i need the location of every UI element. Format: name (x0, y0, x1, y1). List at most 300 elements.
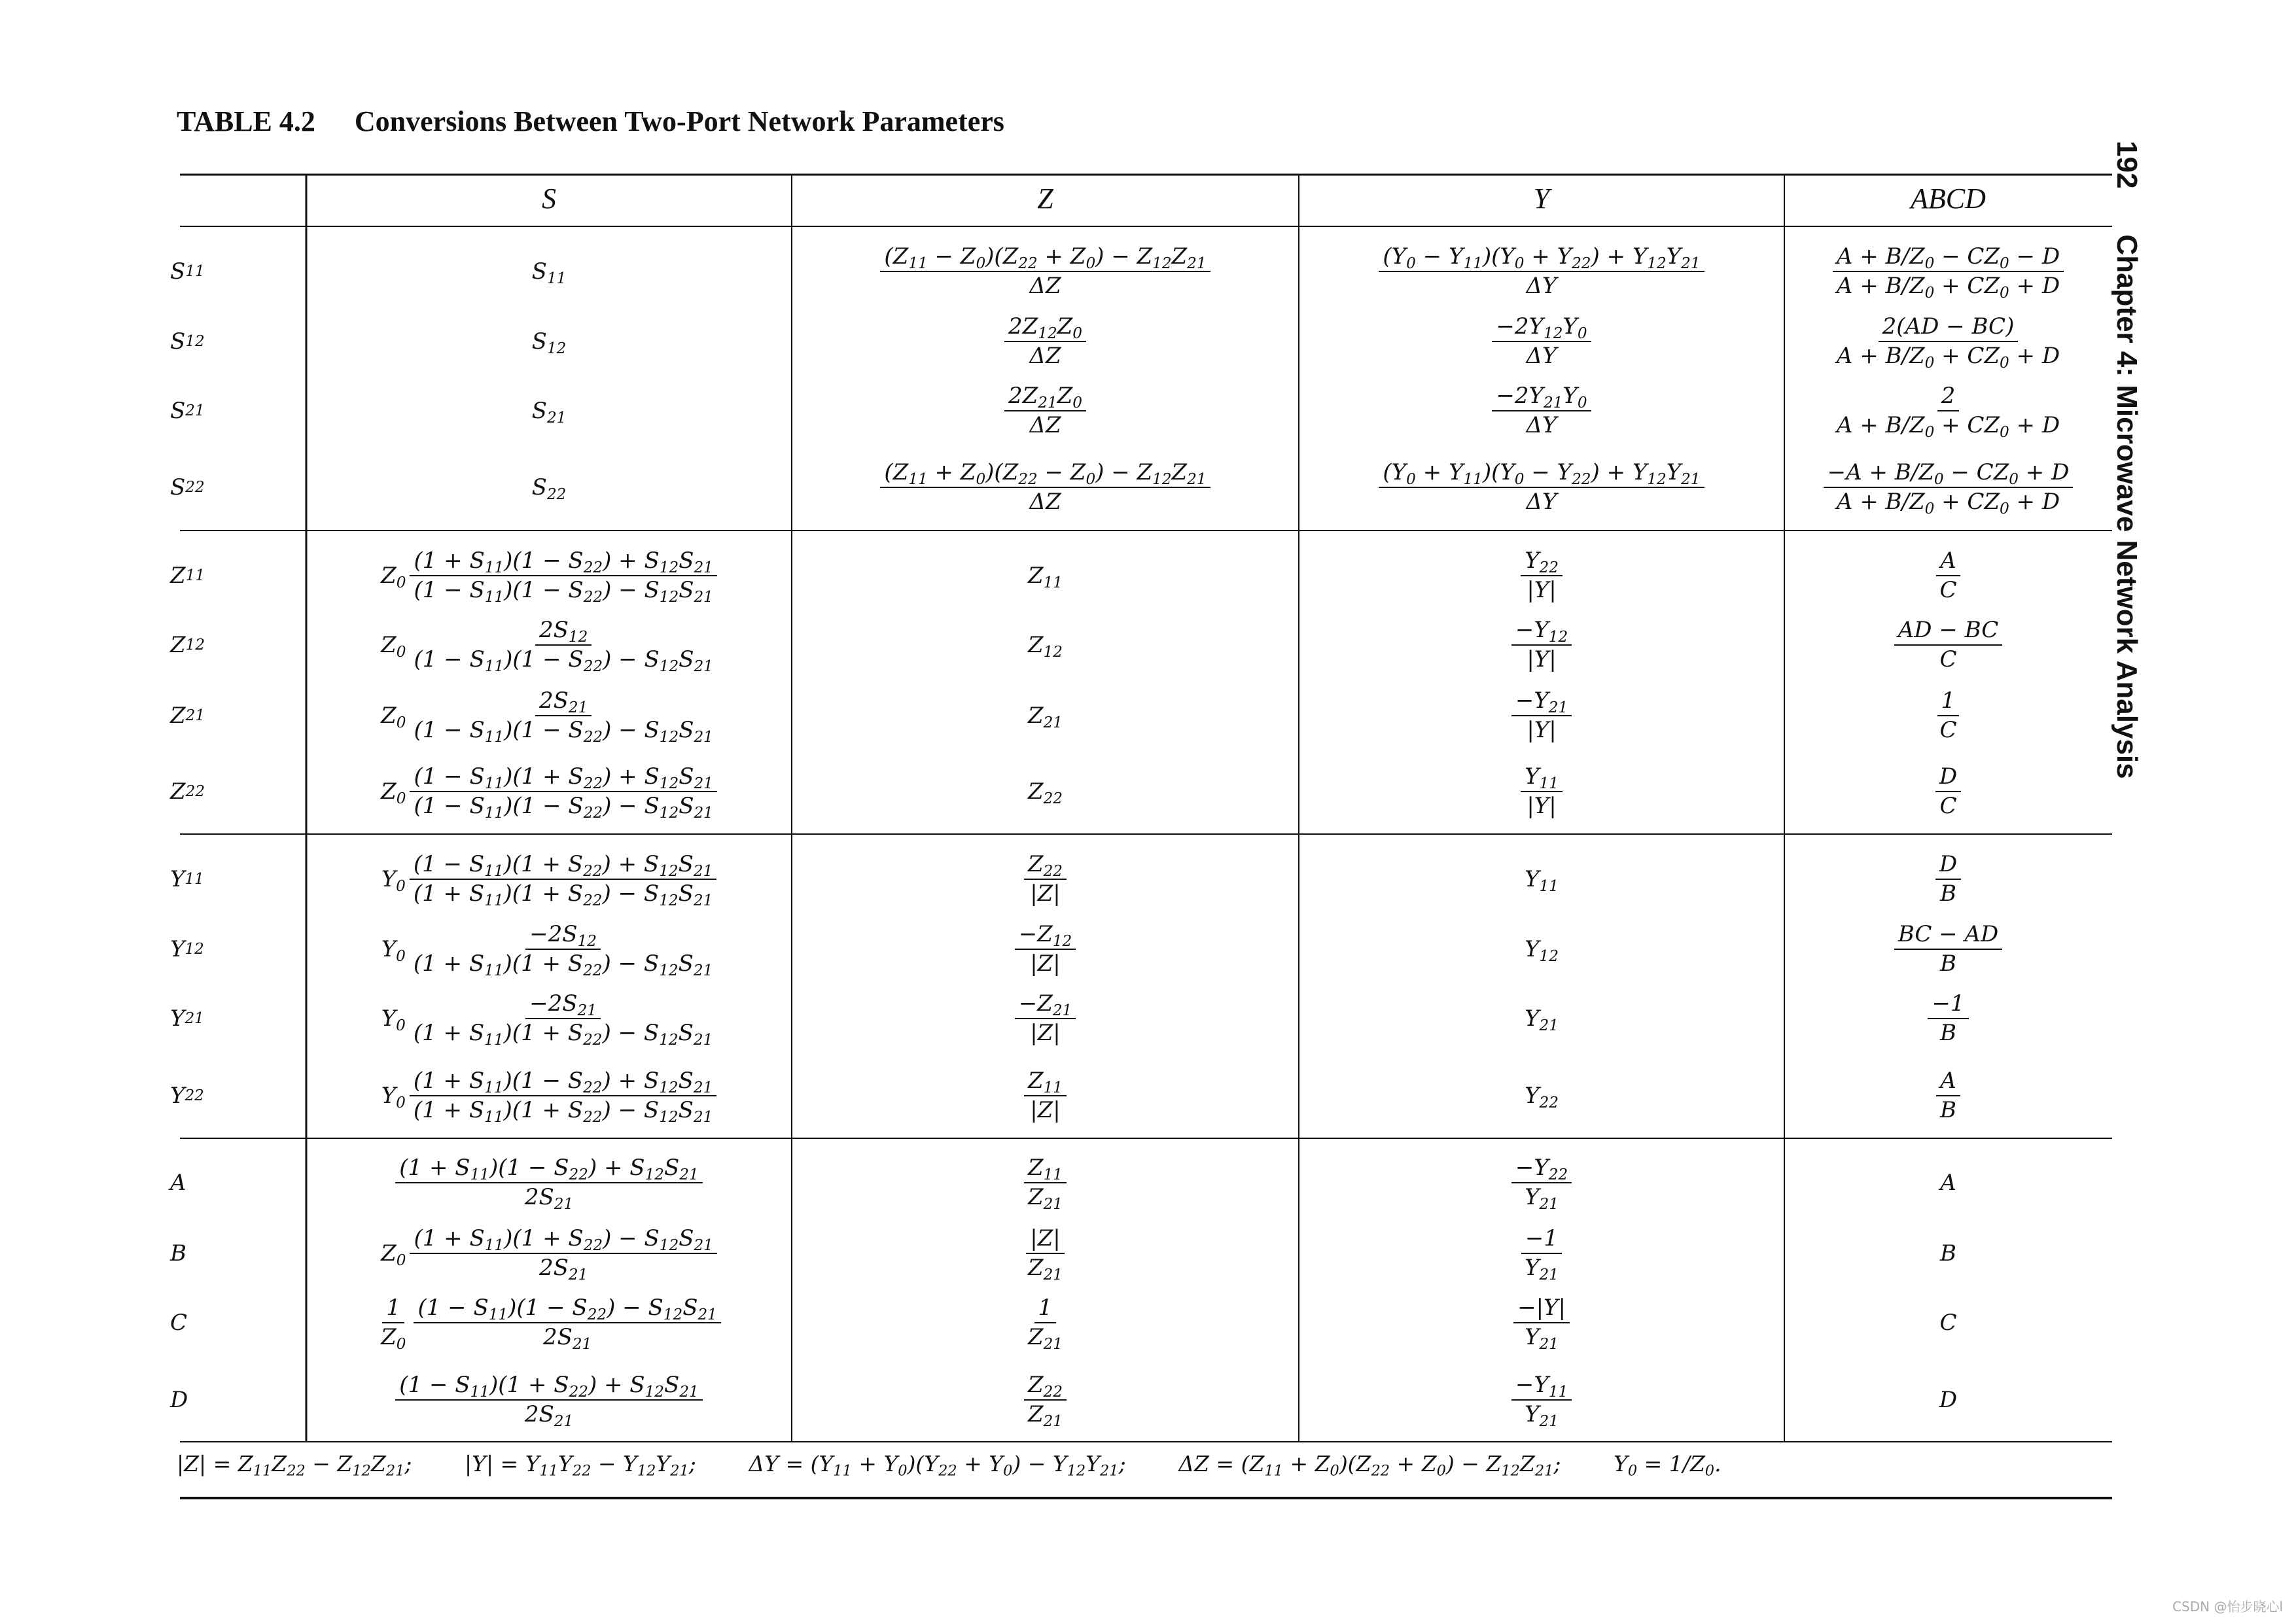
formula-term: $Y_{12}$ (1525, 936, 1559, 965)
numerator: $(Z_{11} - Z_0)(Z_{22} + Z_0) - Z_{12}Z_{21}$ (880, 244, 1210, 272)
formula (532, 258, 567, 285)
table-cell (792, 1221, 1299, 1286)
formula (1024, 1068, 1067, 1123)
table-cell (792, 612, 1299, 678)
numerator: $-Y_{11}$ (1511, 1372, 1572, 1401)
numerator: $(1 + S_{11})(1 + S_{22}) - S_{12}S_{21}$ (410, 1226, 716, 1254)
formula-term: $S_{12}$ (531, 328, 567, 357)
table-cell (792, 309, 1299, 374)
numerator: A (1936, 548, 1960, 576)
numerator: $(Z_{11} + Z_0)(Z_{22} - Z_0) - Z_{12}Z_{21}$ (880, 460, 1210, 488)
denominator: C (1939, 577, 1957, 603)
denominator: $(1 - S_{11})(1 - S_{22}) - S_{12}S_{21}$ (414, 577, 713, 606)
denominator: $Z_{21}$ (1027, 1401, 1063, 1430)
denominator: $2S_{21}$ (524, 1401, 574, 1430)
formula (1024, 1294, 1067, 1353)
denominator: $(1 + S_{11})(1 + S_{22}) - S_{12}S_{21}$ (413, 1097, 713, 1126)
table-cell (1784, 756, 2112, 828)
denominator: $Y_{21}$ (1525, 1255, 1559, 1283)
formula (1935, 764, 1961, 819)
formula (1833, 243, 2064, 302)
formula (1492, 314, 1591, 369)
numerator: $Z_{11}$ (1024, 1068, 1067, 1096)
table-cell (306, 916, 792, 982)
denominator: ΔY (1526, 412, 1557, 438)
table-number: TABLE 4.2 (177, 105, 315, 137)
numerator: $-Y_{22}$ (1511, 1155, 1572, 1183)
formula (1939, 1310, 1956, 1336)
formula-term: B (1940, 1240, 1956, 1266)
numerator: $Y_{11}$ (1521, 764, 1563, 792)
table-cell (1784, 612, 2112, 678)
prefix-factor: $Y_0$ (381, 1005, 406, 1034)
fraction (1004, 383, 1086, 438)
col-header-y: Y (1533, 182, 1550, 215)
formula (1004, 314, 1086, 369)
fraction (414, 1294, 720, 1353)
table-cell (792, 756, 1299, 828)
denominator: $A + B/Z_0 + CZ_0 + D$ (1836, 489, 2060, 517)
formula-term: $Z_{12}$ (1027, 632, 1063, 661)
formula (1513, 1294, 1570, 1353)
denominator: ΔY (1526, 343, 1557, 369)
table-cell (1299, 756, 1784, 828)
table-cell (792, 846, 1299, 912)
formula (381, 1226, 717, 1281)
numerator: $(1 - S_{11})(1 + S_{22}) + S_{12}S_{21}$ (395, 1372, 702, 1401)
table-cell (1299, 239, 1784, 304)
formula (1939, 1387, 1957, 1413)
numerator: $(1 - S_{11})(1 + S_{22}) + S_{12}S_{21}$ (410, 852, 716, 880)
denominator: $Y_{21}$ (1525, 1401, 1559, 1430)
fraction (1935, 548, 1960, 603)
formula (1379, 460, 1704, 515)
table-cell (1299, 1060, 1784, 1132)
formula (381, 547, 717, 606)
table-cell (306, 683, 792, 748)
table-cell (1299, 1364, 1784, 1436)
formula (1824, 460, 2074, 515)
numerator: $-2S_{21}$ (525, 991, 601, 1019)
table-cell (306, 378, 792, 444)
row-label: S 11 (170, 258, 205, 285)
row-label: Y 11 (170, 866, 204, 892)
fraction (410, 990, 716, 1049)
formula (1511, 688, 1572, 743)
prefix-factor: $Z_0$ (381, 703, 406, 731)
formula-term: A (1940, 1170, 1956, 1196)
table-cell (1299, 1221, 1784, 1286)
formula (1024, 1371, 1067, 1430)
watermark: CSDN @怡步晓心l (2172, 1599, 2283, 1614)
numerator: $2S_{12}$ (535, 618, 592, 646)
denominator: $2S_{21}$ (542, 1324, 592, 1353)
formula (1521, 548, 1563, 603)
table-cell (1299, 612, 1784, 678)
fraction (410, 763, 716, 822)
table-cell (792, 451, 1299, 523)
denominator: |Y| (1527, 717, 1557, 743)
row-label: Z 22 (170, 778, 205, 805)
table-cell (792, 683, 1299, 748)
denominator: ΔY (1526, 273, 1557, 299)
formula (1935, 688, 1960, 743)
table-cell (306, 543, 792, 608)
table-cell (306, 1221, 792, 1286)
formula-term: $S_{11}$ (531, 258, 567, 287)
formula (1525, 1083, 1559, 1109)
table-cell (306, 1364, 792, 1436)
table-cell (306, 1060, 792, 1132)
numerator: $-Y_{21}$ (1511, 688, 1572, 716)
fraction (1511, 1154, 1572, 1213)
table-cell (306, 451, 792, 523)
denominator: ΔY (1526, 489, 1557, 515)
footnote-det-y: $|Y| = Y_{11}Y_{22} - Y_{12}Y_{21}$; (465, 1451, 696, 1480)
fraction (1024, 1294, 1067, 1353)
fraction (880, 244, 1210, 299)
denominator: C (1939, 717, 1957, 743)
fraction (1521, 1226, 1563, 1281)
table-cell (1784, 683, 2112, 748)
denominator: ΔZ (1029, 273, 1061, 299)
row-label: Y 12 (170, 936, 204, 962)
table-cell (1784, 1364, 2112, 1436)
table-cell (1299, 309, 1784, 374)
running-header (2110, 141, 2143, 779)
table-cell (1299, 451, 1784, 523)
formula (1379, 244, 1704, 299)
formula-term: $S_{22}$ (531, 474, 567, 503)
fraction (410, 547, 716, 606)
table-cell (306, 846, 792, 912)
table-cell (306, 756, 792, 828)
fraction (1894, 922, 2003, 977)
fraction (1379, 460, 1704, 515)
table-cell (1299, 846, 1784, 912)
denominator: ΔZ (1029, 343, 1061, 369)
row-label: Y 22 (170, 1083, 204, 1109)
footnote-delta-z: $\Delta Z = (Z_{11} + Z_0)(Z_{22} + Z_0) - Z_{12}Z_{21}$; (1178, 1451, 1561, 1480)
row-label: A (170, 1170, 186, 1196)
numerator: $Z_{22}$ (1024, 1372, 1067, 1401)
footnote-det-z: $|Z| = Z_{11}Z_{22} - Z_{12}Z_{21}$; (177, 1451, 412, 1480)
fraction (1824, 460, 2074, 515)
numerator: $(1 + S_{11})(1 - S_{22}) + S_{12}S_{21}$ (410, 1068, 716, 1096)
table-cell (792, 239, 1299, 304)
chapter-title: Chapter 4: Microwave Network Analysis (2111, 234, 2143, 779)
table-cell (306, 309, 792, 374)
formula (1024, 1154, 1067, 1213)
fraction (1024, 852, 1067, 907)
fraction (395, 1371, 702, 1430)
formula (1024, 852, 1067, 907)
table-cell (1299, 986, 1784, 1051)
fraction (1521, 764, 1563, 819)
numerator: D (1935, 852, 1961, 880)
denominator: C (1939, 646, 1957, 672)
denominator: |Y| (1527, 577, 1557, 603)
fraction (1935, 764, 1961, 819)
fraction (1935, 852, 1961, 907)
denominator: $2S_{21}$ (539, 1255, 588, 1283)
numerator: |Z| (1026, 1226, 1065, 1254)
fraction (1015, 991, 1076, 1046)
page-number: 192 (2111, 141, 2143, 189)
denominator: B (1940, 951, 1956, 977)
table-cell (306, 986, 792, 1051)
fraction (1492, 314, 1591, 369)
fraction (1894, 618, 2003, 672)
denominator: $(1 + S_{11})(1 + S_{22}) - S_{12}S_{21}$ (413, 881, 713, 909)
table-cell (792, 543, 1299, 608)
numerator: $2Z_{21}Z_0$ (1004, 383, 1086, 411)
numerator: $-2Y_{21}Y_0$ (1492, 383, 1591, 411)
table-cell (792, 986, 1299, 1051)
table-cell (1784, 846, 2112, 912)
denominator: $Z_{21}$ (1027, 1324, 1063, 1353)
table-cell (792, 1290, 1299, 1355)
denominator: |Z| (1030, 951, 1061, 977)
fraction (1511, 618, 1572, 672)
formula (395, 1371, 702, 1430)
denominator: $(1 - S_{11})(1 - S_{22}) - S_{12}S_{21}$ (414, 793, 713, 822)
numerator: −1 (1521, 1226, 1562, 1254)
formula (1525, 1005, 1559, 1032)
denominator: $A + B/Z_0 + CZ_0 + D$ (1836, 343, 2060, 372)
fraction (1521, 548, 1563, 603)
fraction (1935, 688, 1960, 743)
table-cell (1299, 916, 1784, 982)
formula-term: $Y_{11}$ (1525, 866, 1559, 895)
fraction (410, 922, 716, 977)
formula (381, 763, 717, 822)
table-cell (1299, 543, 1784, 608)
formula (531, 398, 567, 427)
table-cell (1784, 986, 2112, 1051)
formula (1833, 313, 2064, 372)
formula (381, 616, 717, 675)
table-cell (1299, 378, 1784, 444)
table-cell (1299, 1290, 1784, 1355)
row-label: B (170, 1240, 186, 1266)
denominator: |Z| (1030, 1020, 1061, 1046)
denominator: $Y_{21}$ (1525, 1324, 1559, 1353)
denominator: |Y| (1527, 793, 1557, 819)
formula (1028, 703, 1063, 729)
formula (1525, 936, 1559, 965)
table-cell (306, 1290, 792, 1355)
numerator: $-2Y_{12}Y_0$ (1492, 314, 1591, 342)
numerator: $-Z_{12}$ (1015, 922, 1076, 950)
footnote-y0: $Y_0 = 1/Z_0$. (1614, 1451, 1722, 1480)
denominator: $A + B/Z_0 + CZ_0 + D$ (1836, 273, 2060, 302)
formula-term: $Y_{21}$ (1525, 1005, 1559, 1034)
row-label: S 12 (170, 328, 205, 355)
fraction (377, 1294, 410, 1353)
formula (381, 990, 717, 1049)
formula-term: $Y_{22}$ (1525, 1083, 1559, 1111)
formula (1511, 1371, 1572, 1430)
denominator: $2S_{21}$ (524, 1184, 574, 1213)
row-label: D (170, 1387, 188, 1413)
prefix-factor: $Y_0$ (381, 936, 406, 965)
prefix-factor: $Y_0$ (381, 866, 406, 895)
formula (880, 460, 1210, 515)
numerator: A (1936, 1068, 1960, 1096)
table-cell (1784, 378, 2112, 444)
table-cell (1784, 239, 2112, 304)
formula (1015, 922, 1076, 977)
table-footnote (177, 1451, 1767, 1480)
numerator: $A + B/Z_0 - CZ_0 - D$ (1833, 244, 2064, 272)
denominator: |Y| (1527, 646, 1557, 672)
denominator: $(1 + S_{11})(1 + S_{22}) - S_{12}S_{21}$ (413, 951, 713, 979)
numerator: 1 (382, 1295, 404, 1323)
fraction (1024, 1226, 1067, 1281)
denominator: B (1940, 1020, 1956, 1046)
row-label: Z 11 (170, 563, 205, 589)
col-header-z: Z (1037, 182, 1053, 215)
formula (1935, 852, 1961, 907)
fraction (1379, 244, 1704, 299)
prefix-factor: $Z_0$ (381, 563, 406, 591)
numerator: D (1935, 764, 1961, 792)
prefix-factor: $Y_0$ (381, 1083, 406, 1111)
numerator: $-A + B/Z_0 - CZ_0 + D$ (1824, 460, 2074, 488)
table-cell (1784, 309, 2112, 374)
table-cell (306, 239, 792, 304)
formula (1028, 778, 1063, 805)
fraction (1024, 1068, 1067, 1123)
numerator: $-Y_{12}$ (1511, 618, 1572, 646)
numerator: $(Y_0 - Y_{11})(Y_0 + Y_{22}) + Y_{12}Y_{21}$ (1379, 244, 1704, 272)
table-cell (792, 378, 1299, 444)
table-cell (792, 1060, 1299, 1132)
numerator: $-2S_{12}$ (525, 922, 601, 950)
fraction (410, 1067, 716, 1126)
formula (1894, 922, 2003, 977)
formula (381, 852, 717, 907)
fraction (410, 616, 716, 675)
numerator: $(1 - S_{11})(1 + S_{22}) + S_{12}S_{21}$ (410, 764, 716, 792)
formula (1028, 563, 1063, 589)
denominator: $Y_{21}$ (1525, 1184, 1559, 1213)
formula (1833, 382, 2064, 441)
denominator: C (1939, 793, 1957, 819)
numerator: 2(AD − BC) (1879, 314, 2019, 342)
formula (1492, 383, 1591, 438)
numerator: $-Z_{21}$ (1015, 991, 1076, 1019)
row-label: C (170, 1310, 188, 1336)
row-label: Y 21 (170, 1005, 204, 1032)
formula (1940, 1170, 1956, 1196)
denominator: $Z_{21}$ (1027, 1184, 1063, 1213)
table-cell (1784, 916, 2112, 982)
fraction (880, 460, 1210, 515)
numerator: $Z_{22}$ (1024, 852, 1067, 880)
formula (880, 244, 1210, 299)
denominator: $(1 - S_{11})(1 - S_{22}) - S_{12}S_{21}$ (414, 646, 713, 675)
formula (395, 1154, 702, 1213)
formula (532, 328, 567, 355)
formula (381, 1067, 717, 1126)
table-cell (1299, 683, 1784, 748)
denominator: $Z_{21}$ (1027, 1255, 1063, 1283)
numerator: $Z_{11}$ (1024, 1155, 1067, 1183)
fraction (395, 1154, 702, 1213)
fraction (410, 852, 716, 907)
formula-term: $Z_{11}$ (1027, 563, 1063, 591)
numerator: AD − BC (1894, 618, 2003, 646)
formula (1521, 764, 1563, 819)
formula (1936, 1068, 1960, 1123)
footnote-delta-y: $\Delta Y = (Y_{11} + Y_0)(Y_{22} + Y_0) - Y_{12}Y_{21}$; (749, 1451, 1126, 1480)
table-caption: Conversions Between Two-Port Network Parameters (354, 105, 1004, 137)
formula (1015, 991, 1076, 1046)
table-cell (792, 1150, 1299, 1215)
formula (377, 1294, 721, 1353)
numerator: $(Y_0 + Y_{11})(Y_0 - Y_{22}) + Y_{12}Y_{21}$ (1379, 460, 1704, 488)
fraction (410, 687, 716, 746)
formula (1004, 383, 1086, 438)
denominator: ΔZ (1029, 412, 1061, 438)
formula (1511, 1154, 1572, 1213)
numerator: $(1 + S_{11})(1 - S_{22}) + S_{12}S_{21}$ (395, 1155, 702, 1183)
table-cell (1784, 1290, 2112, 1355)
table-cell (1299, 1150, 1784, 1215)
fraction (1833, 382, 2064, 441)
fraction (1511, 1371, 1572, 1430)
denominator: $Z_0$ (381, 1324, 406, 1353)
denominator: $(1 - S_{11})(1 - S_{22}) - S_{12}S_{21}$ (414, 717, 713, 746)
numerator: $2Z_{12}Z_0$ (1004, 314, 1086, 342)
row-label: S 22 (170, 474, 205, 500)
formula-term: $Z_{21}$ (1027, 703, 1063, 731)
row-label: Z 12 (170, 632, 205, 658)
table-cell (1784, 1221, 2112, 1286)
fraction (1004, 314, 1086, 369)
fraction (1833, 313, 2064, 372)
fraction (1492, 383, 1591, 438)
numerator: −|Y| (1513, 1295, 1570, 1323)
formula-term: C (1939, 1310, 1957, 1336)
denominator: B (1940, 1097, 1956, 1123)
formula (1027, 632, 1063, 661)
table-cell (306, 1150, 792, 1215)
formula (1928, 991, 1968, 1046)
numerator: $(1 - S_{11})(1 - S_{22}) - S_{12}S_{21}$ (414, 1295, 720, 1323)
table-cell (792, 1364, 1299, 1436)
formula (1024, 1226, 1067, 1281)
fraction (1024, 1154, 1067, 1213)
formula (1525, 866, 1559, 895)
table-cell (1784, 451, 2112, 523)
row-label: S 21 (170, 398, 205, 424)
table-cell (792, 916, 1299, 982)
table-cell (306, 612, 792, 678)
numerator: $Y_{22}$ (1521, 548, 1563, 576)
numerator: $(1 + S_{11})(1 - S_{22}) + S_{12}S_{21}$ (410, 548, 716, 576)
col-header-abcd: ABCD (1911, 182, 1986, 215)
formula (1511, 618, 1572, 672)
denominator: |Z| (1030, 881, 1061, 907)
prefix-factor: $Z_0$ (381, 632, 406, 661)
prefix-factor: $Z_0$ (381, 1240, 406, 1269)
fraction (1833, 243, 2064, 302)
formula (1894, 618, 2003, 672)
fraction (1513, 1294, 1570, 1353)
